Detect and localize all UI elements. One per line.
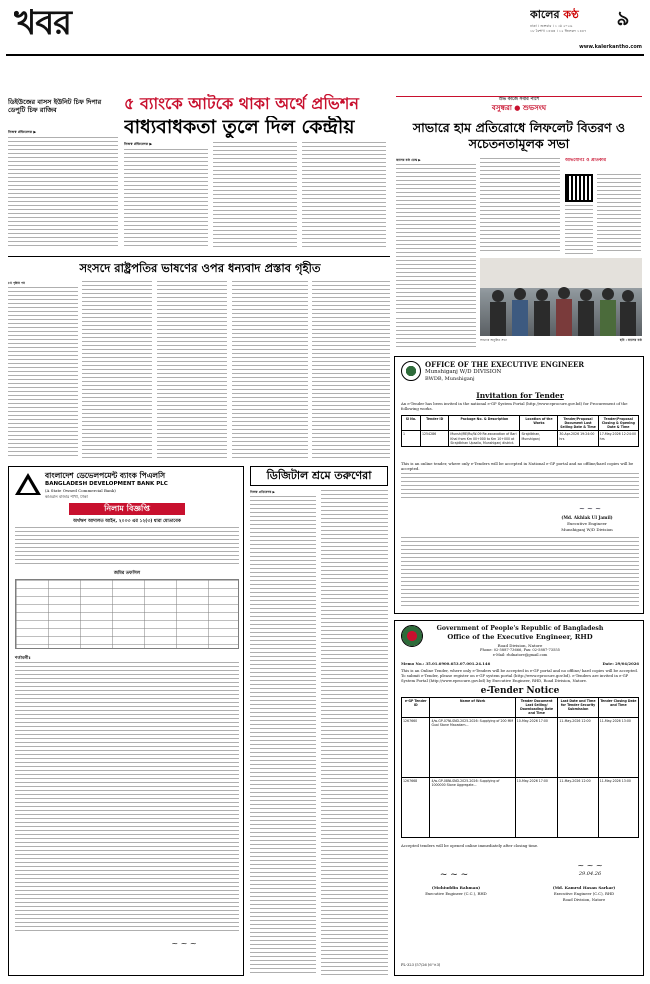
bank-signature: ~ ~ ~ <box>171 939 197 948</box>
tender2-cell: 10-May-2026 17:00 <box>515 717 558 777</box>
qr-caption: অভিযোগঃ ও প্রতিকার <box>565 158 606 163</box>
tender2-cell: 11-May-2026 12:00 <box>558 717 598 777</box>
bank-name-en: BANGLADESH DEVELOPMENT BANK PLC <box>45 481 168 487</box>
tender1-signatory-office: Munshiganj W/D Division <box>561 527 613 532</box>
bank-notice-subtitle: অর্থঋণ আদালত আইন, ২০০৩ এর ১২(৩) ধারা মোতাবেক <box>73 519 181 524</box>
tender2-intro: This is an Online Tender, where only e-Tenders will be accepted in e-GP portal and no offline/ hard copies will be accepted. To submit e-Tender, please register on e-GP system portal (http://www.eprocure.gov.bd). e-Tenders are invited in e-GP System Portal (http://www.eprocure.gov.bd) by Executive Engineer, RHD, Road Division, Natore. <box>401 668 639 684</box>
event-photo-figures <box>480 258 642 336</box>
bank-intro-lines <box>15 527 239 567</box>
digital-byline: নিজস্ব প্রতিবেদক ▶ <box>250 490 275 494</box>
tender2-th: Tender Closing Date and Time <box>598 698 638 718</box>
tender2-cell: 4/w-GP-07NLSND-2025-2026: Supplying of 200 MM Gual Stone Macadam... <box>430 717 515 777</box>
tender1-intro: An e-Tender has been invited in the national e-GP System Portal (http://www.eprocure.gov.bd) for Procurement of the following works. <box>401 401 628 412</box>
bank-schedule-table <box>15 579 239 649</box>
tender1-division: Munshiganj W/D DIVISION <box>425 369 502 375</box>
tender1-cell: 1254286 <box>420 431 448 446</box>
photo-caption: সাভারে অনুষ্ঠিত সভা <box>480 338 507 342</box>
bank-conditions-lines <box>15 662 239 934</box>
right-brand: বসুন্ধরা ● শুভসংঘ <box>491 104 547 112</box>
tender2-signatory-office: Road Division, Natore <box>562 897 606 902</box>
tender2-cell: 10-May-2026 17:00 <box>515 777 558 837</box>
parliament-body-col-4 <box>232 281 308 459</box>
lead-byline: নিজস্ব প্রতিবেদক ▶ <box>124 142 153 146</box>
tender2-government: Government of People's Republic of Bangladesh <box>436 625 604 632</box>
table-row <box>402 431 639 446</box>
bank-name-bn: বাংলাদেশ ডেভেলপমেন্ট ব্যাংক পিএলসি <box>45 471 166 480</box>
tender1-table-wrap <box>401 415 639 447</box>
tender2-signatory-right-name: (Md. Kamrul Hasan Sarkar) <box>552 885 616 890</box>
photo-caption-box <box>480 338 642 350</box>
tender1-signatory-name: (Md. Akhlak Ul Jamil) <box>561 515 613 520</box>
tender1-extra-lines <box>401 537 639 609</box>
tender2-cell: 1267668 <box>402 777 430 837</box>
tender2-th: e-GP Tender ID <box>402 698 430 718</box>
tender2-table <box>401 697 639 838</box>
tender2-memo: Memo No.: 35.01.6900.653.07.001.24.146 <box>401 661 491 666</box>
right-body-col-5 <box>396 318 476 350</box>
tender1-signatory-title: Executive Engineer <box>567 521 607 526</box>
tender1-cell: Munshi/RE/Ru/W-09 Re-excavation of Bari Khal from Km 00+000 to Km 10+000 at Sirajdikhan Upazila, Munshiganj district. <box>449 431 520 446</box>
digital-body-col-1 <box>250 496 316 976</box>
tender1-th: Sl No. <box>402 416 421 431</box>
tender2-table-wrap <box>401 697 639 838</box>
tender2-signatory-right-title: Executive Engineer (C.C), RHD <box>553 891 615 896</box>
lead-body-col-3 <box>302 142 386 249</box>
qr-code-icon <box>565 174 593 202</box>
lead-headline-1-box <box>124 94 386 114</box>
bank-conditions-title: শর্তাবলীঃ <box>15 655 31 660</box>
parliament-body-col-3 <box>157 281 227 459</box>
date-line-2: ১৮ বৈশাখ ১৪৩৩ । ১২ জিলকদ ১৪৪৭ <box>530 29 587 34</box>
tender1-cell: 17-May-2026 12:24:00 hrs <box>598 431 638 446</box>
parliament-top-rule <box>8 256 390 257</box>
masthead-rule <box>6 54 644 56</box>
tender1-th: Tender/Proposal Closing & Opening Date & Time <box>598 416 638 431</box>
bank-subtitle: (A State Owned Commercial Bank) <box>45 488 116 493</box>
tender2-cell: 11-May-2026 12:00 <box>558 777 598 837</box>
tender1-th: Tender/Proposal Document Last Selling Date & Time <box>558 416 598 431</box>
tender1-title: Invitation for Tender <box>476 391 564 400</box>
tender1-table <box>401 415 639 447</box>
tender2-title: e-Tender Notice <box>480 686 560 696</box>
right-tagline: শুভ কাজে সবার পাশে <box>498 97 540 102</box>
right-headline-box <box>404 120 634 154</box>
tender1-th: Location of the Works <box>520 416 558 431</box>
tender2-footer: Accepted tenders will be opened online immediately after closing time. <box>401 843 539 848</box>
table-row <box>402 717 639 777</box>
bwdb-logo-icon <box>401 361 421 381</box>
bank-notice-title: নিলাম বিজ্ঞপ্তি <box>69 503 185 515</box>
digital-headline: ডিজিটাল শ্রমে তরুণেরা <box>266 469 372 482</box>
tender2-division: Road Division, Natore <box>497 643 543 648</box>
right-body-col-1 <box>396 164 476 314</box>
parliament-body-col-2 <box>82 281 152 459</box>
tender2-header-row <box>402 698 639 718</box>
tender2-cell: 4/w-GP-08NLSND-2025-2026: Supplying of 1000000 Stone Aggregate... <box>430 777 515 837</box>
digital-headline-box <box>250 466 388 486</box>
table-row <box>402 777 639 837</box>
tender2-phone: Phone: 02-5887-73666, Fax: 02-5887-73555 <box>480 648 560 652</box>
event-photo <box>480 258 642 336</box>
right-body-col-2 <box>480 158 560 254</box>
parliament-headline: সংসদে রাষ্ট্রপতির ভাষণের ওপর ধন্যবাদ প্রস্তাব গৃহীত <box>79 261 321 275</box>
tender1-th: Package No. & Description <box>449 416 520 431</box>
site-url[interactable]: www.kalerkantho.com <box>579 44 642 50</box>
tender2-pl-number: PL-323 (57/26 (6''×3) <box>401 963 441 967</box>
parliament-byline: ৮ম পৃষ্ঠার পর <box>8 281 25 285</box>
left-story-byline: নিজস্ব প্রতিবেদক ▶ <box>8 130 37 134</box>
tender-notice-1 <box>394 356 644 614</box>
tender2-cell: 11-May-2026 13:00 <box>598 777 638 837</box>
lead-headline-2-box <box>124 116 386 138</box>
tender1-footer: This is an online tender, where only e-Tenders will be accepted in National e-GP portal and no offline/hard copies will be accepted. <box>401 461 634 472</box>
right-body-col-3 <box>597 174 641 254</box>
bank-schedule-title: জমির তফসিল <box>113 571 141 576</box>
bank-auction-notice <box>8 466 244 976</box>
lead-body-col-2 <box>213 142 297 249</box>
tender1-th: Tender ID <box>420 416 448 431</box>
publication-name <box>530 8 600 22</box>
right-headline: সাভারে হাম প্রতিরোধে লিফলেট বিতরণ ও সচেতনতামূলক সভা <box>412 120 626 151</box>
right-body-col-4 <box>565 205 593 254</box>
tender2-cell: 1267660 <box>402 717 430 777</box>
tender2-th: Name of Work <box>430 698 515 718</box>
tender1-signature: ~ ~ ~ <box>578 505 602 513</box>
bank-branch: কাওরান বাজার শাখা, ঢাকা <box>45 494 88 499</box>
left-story-headline: ডিইউজের বাসস ইউনিট চিফ দিপার ডেপুটি চিফ রাজিব <box>8 98 102 114</box>
lead-headline-line1: ৫ ব্যাংকে আটকে থাকা অর্থে প্রভিশন <box>124 94 359 113</box>
parliament-body-col-5 <box>312 281 390 459</box>
digital-body-col-2 <box>321 490 388 976</box>
date-line <box>530 24 642 42</box>
page-number: ৯ <box>616 6 630 30</box>
tender-notice-2 <box>394 620 644 976</box>
tender1-cell: 1 <box>402 431 421 446</box>
tender2-signature-right: ~ ~ ~ <box>577 861 603 870</box>
tender1-cell: Sirajdikhan, Munshiganj <box>520 431 558 446</box>
lead-body-col-1 <box>124 149 208 249</box>
parliament-body-col-1 <box>8 287 78 459</box>
left-story-headline-box <box>8 98 118 128</box>
tender1-header-row <box>402 416 639 431</box>
tender1-cell: 30-Apr-2026 19:24:00 hrs <box>558 431 598 446</box>
left-story-body <box>8 137 118 249</box>
bdbl-logo-icon <box>15 473 41 495</box>
section-title: খবর <box>14 4 71 42</box>
tender2-signature-date: 29.04.26 <box>578 871 602 877</box>
tender2-th: Last Date and Time for Tender Security Submission <box>558 698 598 718</box>
date-line-1: ঢাকা । শুক্রবার । ১ মে ২০২৬ <box>530 24 573 28</box>
tender1-body-lines <box>401 473 639 501</box>
tender2-signatory-left-title: Executive Engineer (C.C.), RHD <box>425 891 487 896</box>
tender1-bwdb: BWDB, Munshiganj <box>425 376 475 382</box>
photo-credit: ছবি : কালের কণ্ঠ <box>619 338 642 342</box>
tender2-date: Date: 29/04/2026 <box>602 661 639 666</box>
tender2-email[interactable]: e-Mail: rhdnatore@gmail.com <box>492 653 548 657</box>
publication-name-a: কালের <box>530 8 560 21</box>
tender2-signature-left: ~ ~ ~ <box>439 870 469 880</box>
tender1-office: OFFICE OF THE EXECUTIVE ENGINEER <box>425 360 585 369</box>
lead-headline-line2: বাধ্যবাধকতা তুলে দিল কেন্দ্রীয় <box>124 116 355 138</box>
tender2-signatory-left-name: (Mohiuddin Rahman) <box>431 885 481 890</box>
tender2-office: Office of the Executive Engineer, RHD <box>447 633 593 641</box>
right-byline: কালের কণ্ঠ ডেস্ক ▶ <box>396 158 421 162</box>
parliament-headline-box <box>30 260 370 276</box>
publication-name-b: কণ্ঠ <box>563 8 579 21</box>
tender2-cell: 11-May-2026 13:00 <box>598 717 638 777</box>
tender2-th: Tender Document Last Selling/ Downloading Date and Time <box>515 698 558 718</box>
